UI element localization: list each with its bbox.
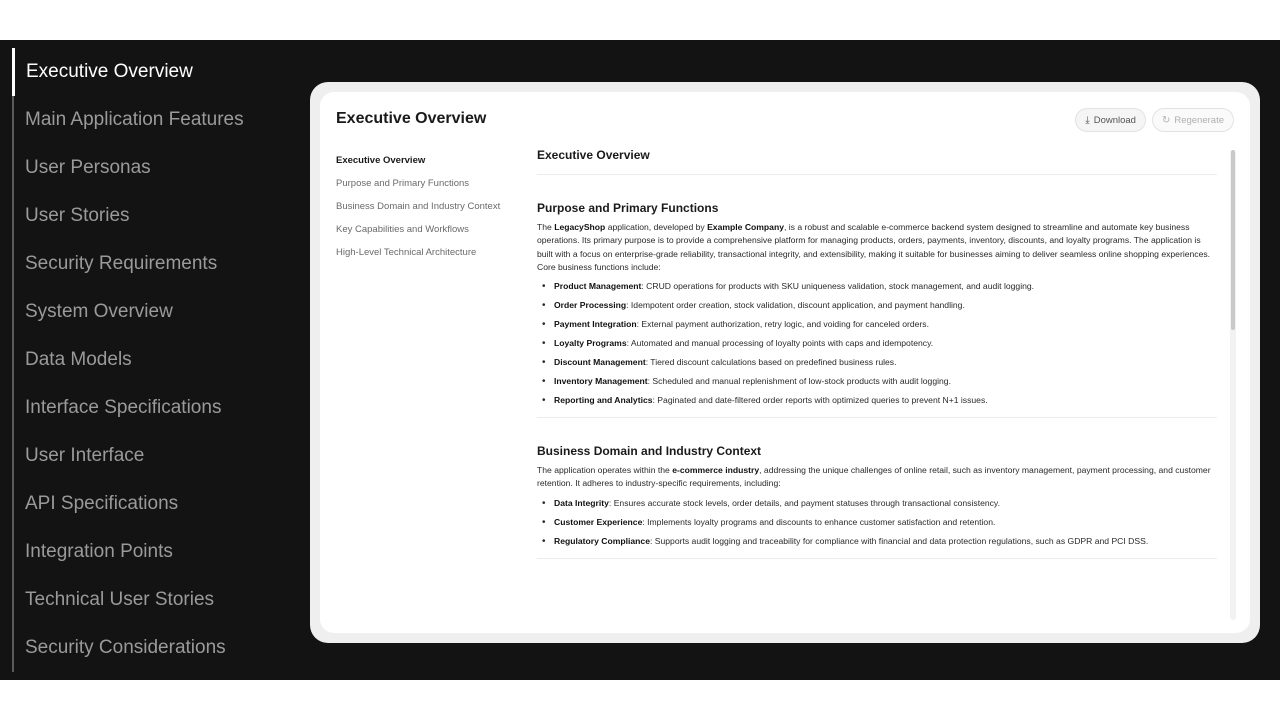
download-button[interactable] bbox=[1075, 108, 1146, 132]
toc-item-business-domain[interactable]: Business Domain and Industry Context bbox=[336, 201, 501, 212]
bullet-list bbox=[537, 497, 1217, 548]
sidebar-item-technical-user-stories[interactable]: Technical User Stories bbox=[25, 589, 215, 610]
section-purpose bbox=[537, 201, 1217, 407]
list-item: • Order Processing: Idempotent order creation, stock validation, discount application, and payment handling. bbox=[537, 299, 1217, 312]
list-item: • Product Management: CRUD operations for products with SKU uniqueness validation, stock management, and audit logging. bbox=[537, 280, 1217, 293]
list-item: • Inventory Management: Scheduled and manual replenishment of low-stock products with audit logging. bbox=[537, 375, 1217, 388]
sidebar-item-user-stories[interactable]: User Stories bbox=[25, 205, 130, 226]
list-item: • Reporting and Analytics: Paginated and date-filtered order reports with optimized queries to prevent N+1 issues. bbox=[537, 394, 1217, 407]
download-icon: ⤓ bbox=[1085, 114, 1090, 126]
sidebar-item-main-application-features[interactable]: Main Application Features bbox=[25, 109, 244, 130]
list-item: • Payment Integration: External payment authorization, retry logic, and voiding for canceled orders. bbox=[537, 318, 1217, 331]
sidebar-item-user-personas[interactable]: User Personas bbox=[25, 157, 151, 178]
refresh-icon: ↻ bbox=[1161, 114, 1171, 126]
sidebar-item-user-interface[interactable]: User Interface bbox=[25, 445, 145, 466]
document-frame bbox=[310, 82, 1260, 643]
section-intro: The application operates within the e-commerce industry, addressing the unique challenges of online retail, such as inventory management, payment processing, and customer retention. It adheres to industry-specific requirements, including: bbox=[537, 465, 1211, 489]
sidebar-item-interface-specifications[interactable]: Interface Specifications bbox=[25, 397, 222, 418]
sidebar-item-executive-overview[interactable]: Executive Overview bbox=[12, 48, 292, 96]
page-title: Executive Overview bbox=[336, 110, 487, 127]
app-stage bbox=[0, 40, 1280, 680]
content-scrollbar[interactable] bbox=[1230, 150, 1236, 620]
sidebar-item-api-specifications[interactable]: API Specifications bbox=[25, 493, 179, 514]
toc-item-purpose[interactable]: Purpose and Primary Functions bbox=[336, 178, 470, 189]
toc-item-executive-overview[interactable]: Executive Overview bbox=[336, 155, 426, 166]
list-item: • Regulatory Compliance: Supports audit logging and traceability for compliance with financial and data protection regulations, such as GDPR and PCI DSS. bbox=[537, 535, 1217, 548]
divider bbox=[537, 417, 1217, 418]
section-intro: The LegacyShop application, developed by Example Company, is a robust and scalable e-commerce backend system designed to streamline and automate key business operations. Its primary purpose is to provide a comprehensive platform for managing products, orders, payments, inventory, discounts, and loyalty programs. The application is built with a focus on enterprise-grade reliability, transactional integrity, and extensibility, making it suitable for businesses aiming to deliver seamless online shopping experiences. Core business functions include: bbox=[537, 222, 1211, 272]
list-item: • Loyalty Programs: Automated and manual processing of loyalty points with caps and idempotency. bbox=[537, 337, 1217, 350]
regenerate-button[interactable] bbox=[1152, 108, 1234, 132]
section-title: Business Domain and Industry Context bbox=[537, 444, 762, 459]
download-label: Download bbox=[1093, 114, 1136, 126]
sidebar-item-system-overview[interactable]: System Overview bbox=[25, 301, 173, 322]
table-of-contents bbox=[336, 154, 522, 269]
doc-heading: Executive Overview bbox=[537, 148, 650, 162]
scrollbar-thumb[interactable] bbox=[1231, 150, 1235, 330]
sidebar-item-security-considerations[interactable]: Security Considerations bbox=[25, 637, 226, 658]
section-sidebar bbox=[12, 48, 292, 672]
list-item: • Data Integrity: Ensures accurate stock levels, order details, and payment statuses through transactional consistency. bbox=[537, 497, 1217, 510]
divider bbox=[537, 558, 1217, 559]
document-card bbox=[320, 92, 1250, 633]
divider bbox=[537, 174, 1217, 175]
document-content[interactable] bbox=[537, 148, 1217, 628]
bullet-list bbox=[537, 280, 1217, 407]
list-item: • Customer Experience: Implements loyalty programs and discounts to enhance customer satisfaction and retention. bbox=[537, 516, 1217, 529]
card-actions bbox=[1075, 108, 1234, 132]
sidebar-item-integration-points[interactable]: Integration Points bbox=[25, 541, 173, 562]
section-business-domain bbox=[537, 444, 1217, 548]
list-item: • Discount Management: Tiered discount calculations based on predefined business rules. bbox=[537, 356, 1217, 369]
regenerate-label: Regenerate bbox=[1174, 114, 1224, 126]
section-title: Purpose and Primary Functions bbox=[537, 201, 719, 215]
toc-item-architecture[interactable]: High-Level Technical Architecture bbox=[336, 247, 477, 258]
sidebar-item-data-models[interactable]: Data Models bbox=[25, 349, 132, 370]
toc-item-key-capabilities[interactable]: Key Capabilities and Workflows bbox=[336, 224, 469, 235]
sidebar-item-security-requirements[interactable]: Security Requirements bbox=[25, 253, 218, 274]
